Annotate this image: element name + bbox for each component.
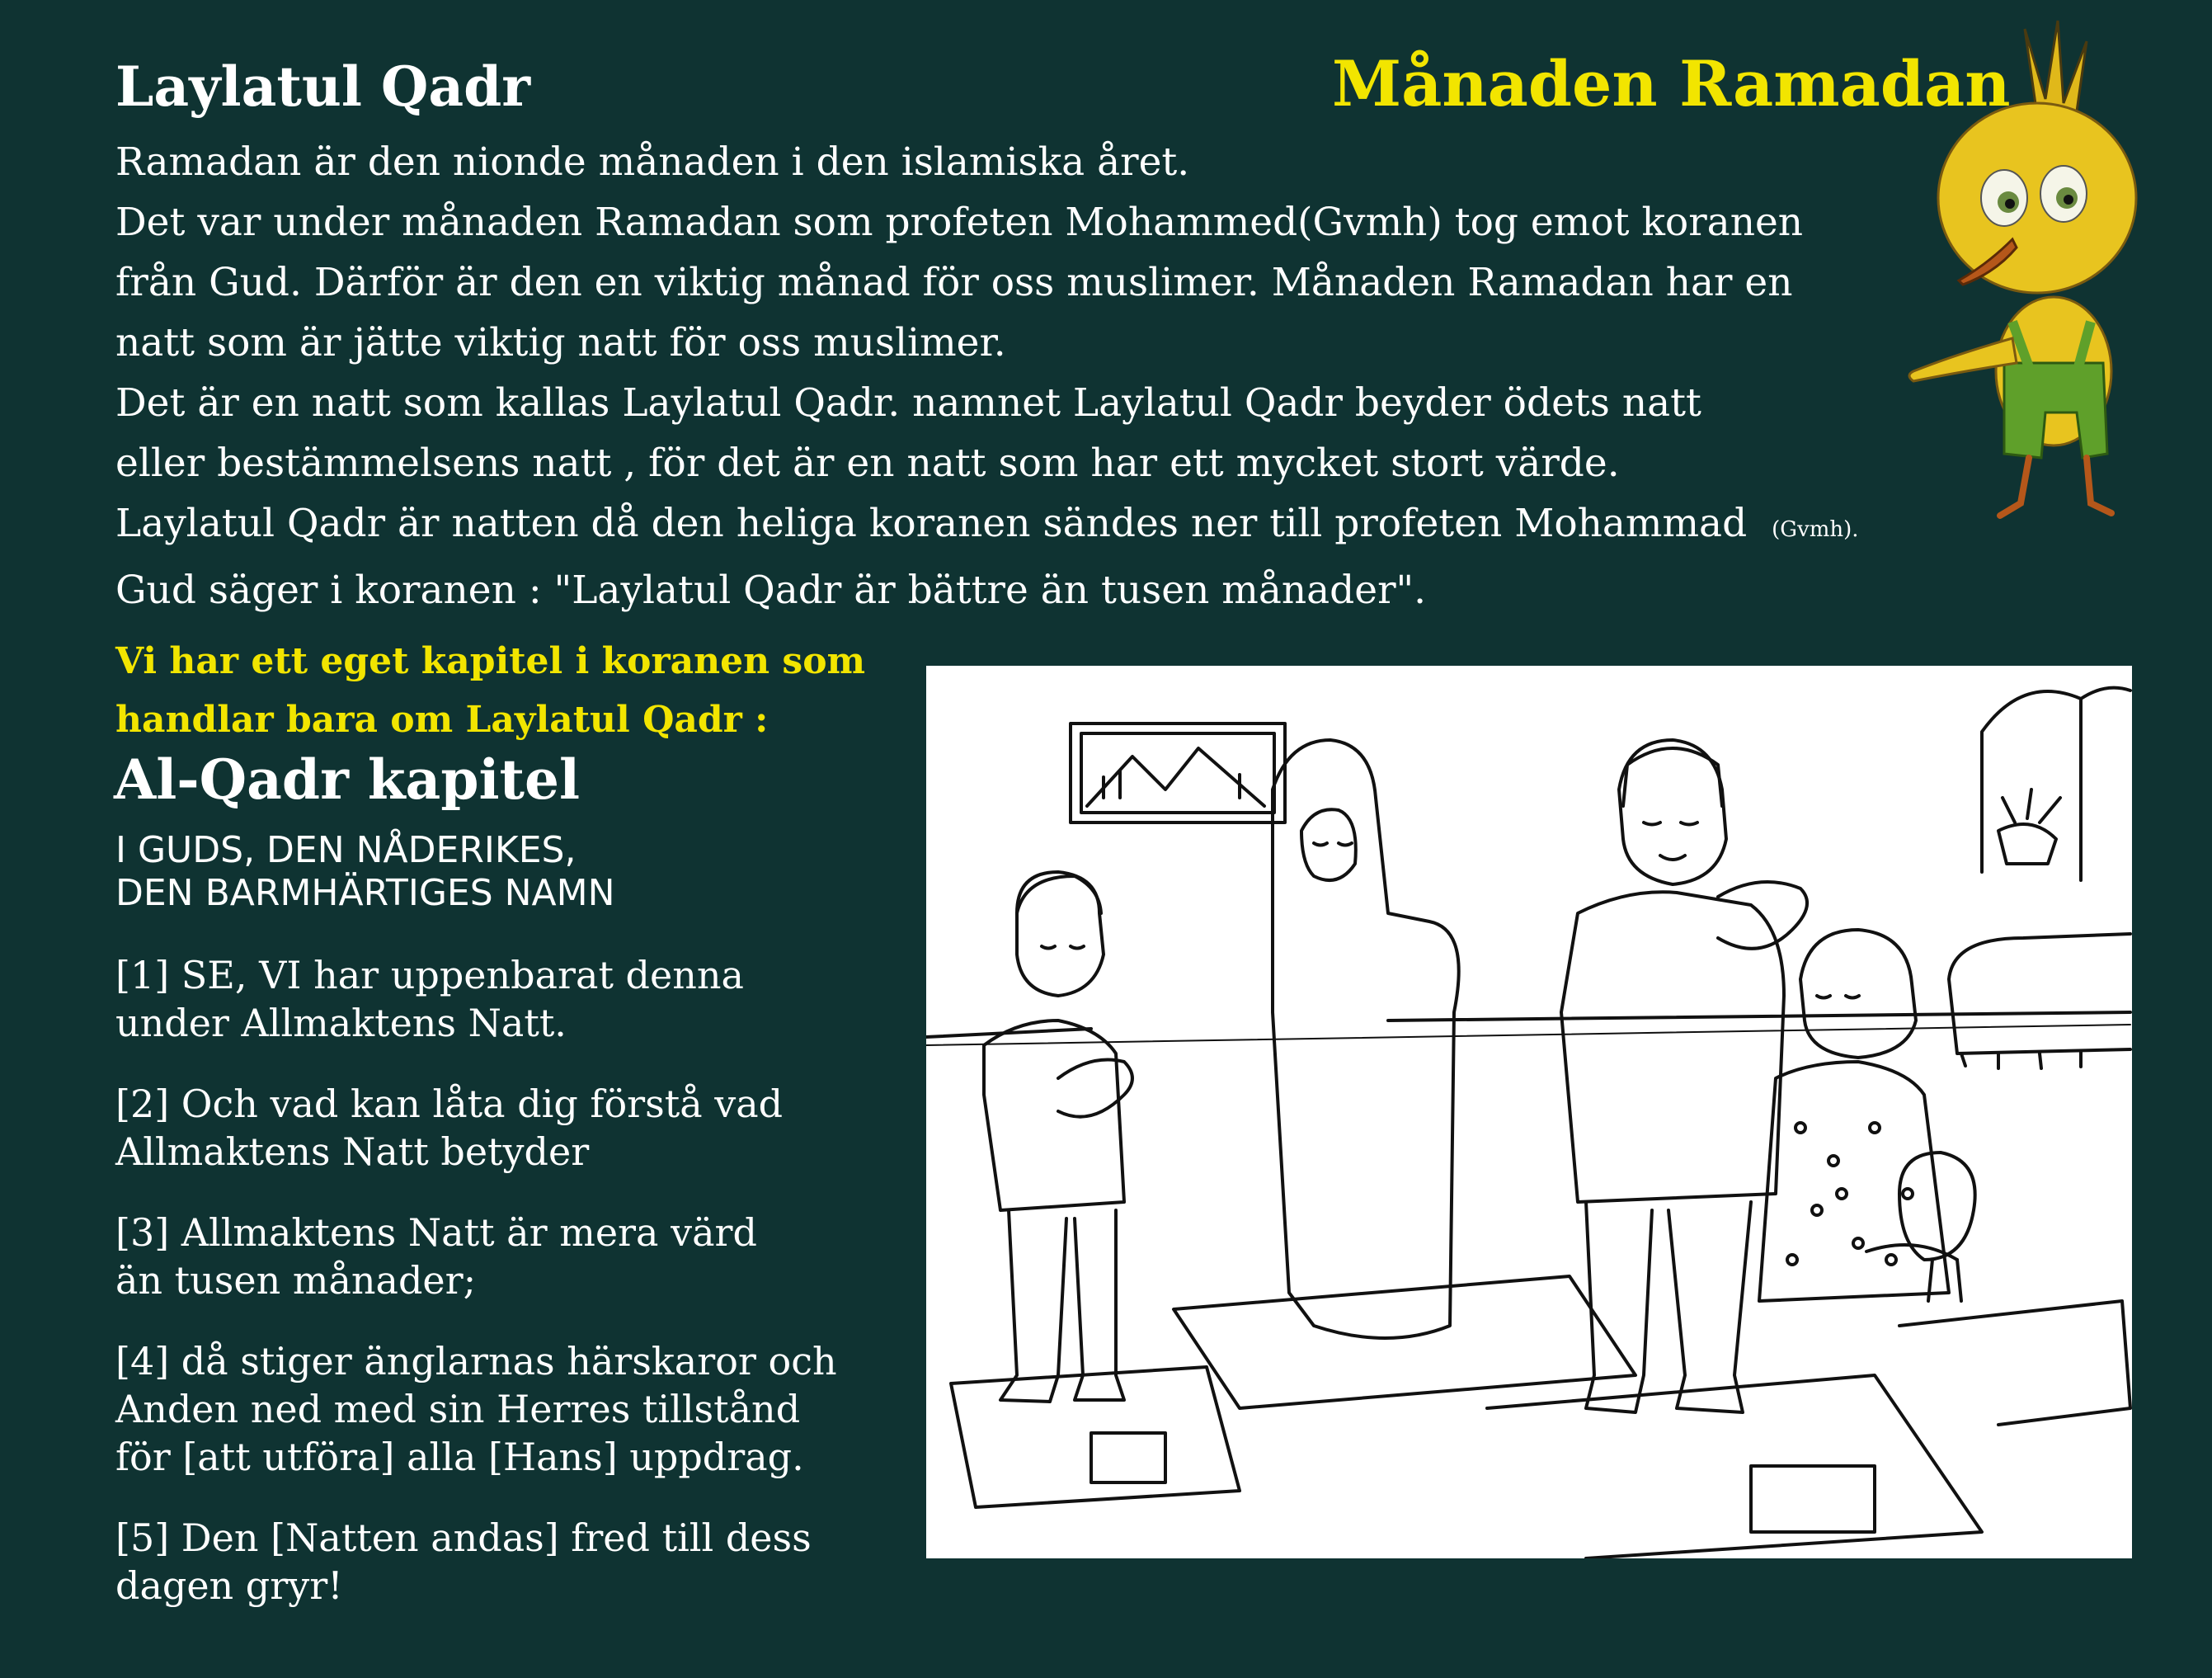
intro-line: Det är en natt som kallas Laylatul Qadr. namnet Laylatul Qadr beyder ödets natt — [115, 380, 1701, 426]
chapter-verses — [115, 829, 907, 1643]
prayer-scene-drawing — [926, 666, 2132, 1558]
intro-line: Gud säger i koranen : "Laylatul Qadr är bättre än tusen månader". — [115, 568, 1427, 613]
verse-line: dagen gryr! — [115, 1563, 343, 1608]
verse-5 — [115, 1514, 907, 1610]
intro-line-text: Laylatul Qadr är natten då den heliga koranen sändes ner till profeten Mohammad — [115, 501, 1748, 546]
verse-line: [5] Den [Natten andas] fred till dess — [115, 1515, 812, 1560]
bismillah — [115, 829, 907, 915]
intro-line: från Gud. Därför är den en viktig månad för oss muslimer. Månaden Ramadan har en — [115, 260, 1793, 305]
verse-line: [2] Och vad kan låta dig förstå vad — [115, 1082, 784, 1126]
verse-line: Allmaktens Natt betyder — [115, 1129, 590, 1174]
verse-3 — [115, 1209, 907, 1304]
verse-1 — [115, 951, 907, 1047]
chapter-title: Al-Qadr kapitel — [114, 747, 581, 812]
intro-note: (Gvmh). — [1772, 517, 1859, 542]
verse-line: för [att utföra] alla [Hans] uppdrag. — [115, 1435, 804, 1479]
verse-2 — [115, 1080, 907, 1176]
section-title: Laylatul Qadr — [115, 54, 531, 119]
verse-line: Anden ned med sin Herres tillstånd — [115, 1387, 801, 1431]
bismillah-line: DEN BARMHÄRTIGES NAMN — [115, 872, 615, 914]
verse-line: [1] SE, VI har uppenbarat denna — [115, 953, 744, 997]
intro-line — [115, 493, 1971, 560]
intro-line: Ramadan är den nionde månaden i den islamiska året. — [115, 139, 1190, 185]
chapter-intro-line: Vi har ett eget kapitel i koranen som — [115, 640, 866, 682]
verse-line: [4] då stiger änglarnas härskaror och — [115, 1339, 837, 1383]
intro-line: natt som är jätte viktig natt för oss muslimer. — [115, 320, 1006, 365]
chapter-intro — [115, 632, 865, 749]
page-title: Månaden Ramadan — [1332, 47, 2011, 120]
verse-4 — [115, 1337, 907, 1481]
verse-line: än tusen månader; — [115, 1258, 477, 1303]
intro-line: eller bestämmelsens natt , för det är en natt som har ett mycket stort värde. — [115, 441, 1620, 486]
intro-line: Det var under månaden Ramadan som profeten Mohammed(Gvmh) tog emot koranen — [115, 200, 1804, 245]
verse-line: [3] Allmaktens Natt är mera värd — [115, 1210, 757, 1255]
bismillah-line: I GUDS, DEN NÅDERIKES, — [115, 829, 577, 871]
family-prayer-illustration — [926, 666, 2132, 1558]
verse-line: under Allmaktens Natt. — [115, 1001, 567, 1045]
chapter-intro-line: handlar bara om Laylatul Qadr : — [115, 699, 769, 741]
intro-paragraph — [115, 132, 1971, 620]
